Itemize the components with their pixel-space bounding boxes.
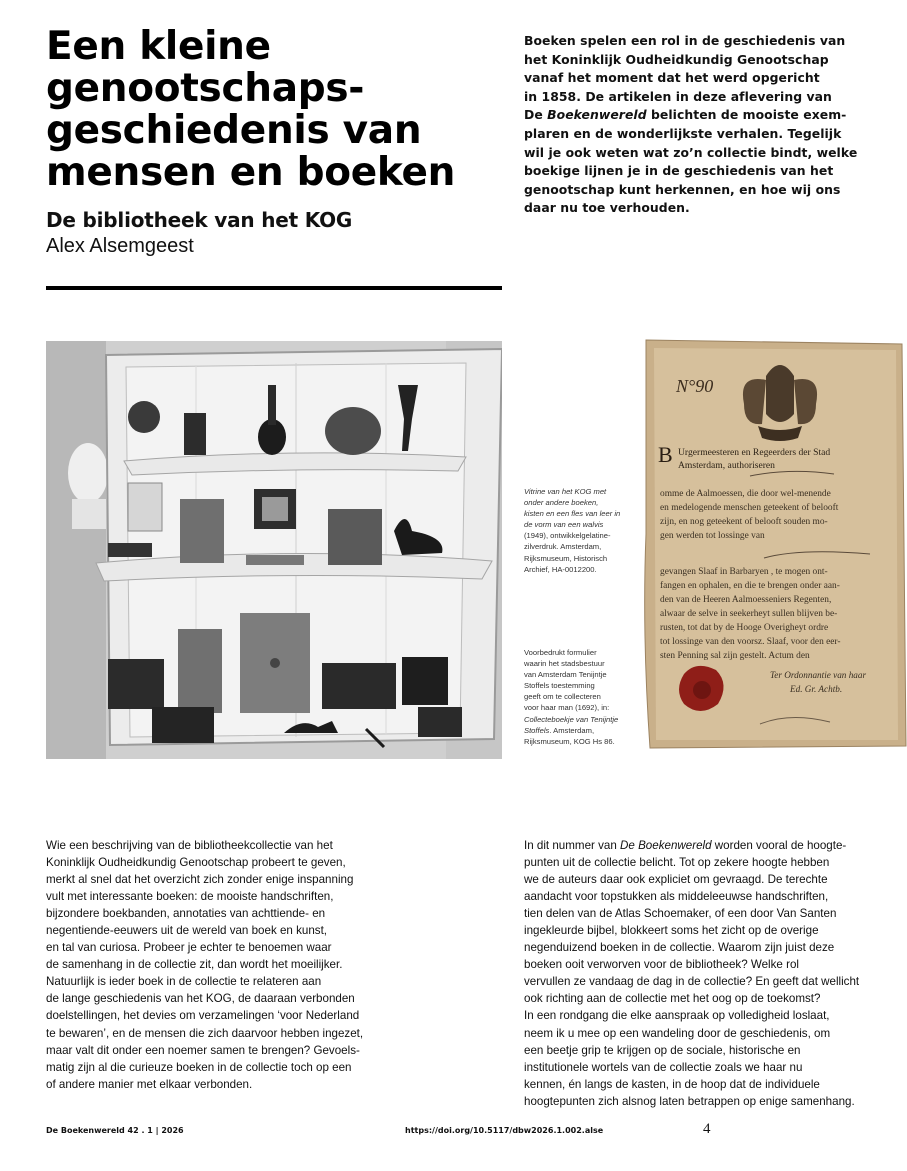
vitrine-photo (46, 341, 502, 759)
body-line: doelstellingen, het devies om verzamelingen ‘voor Nederland (46, 1009, 360, 1023)
vitrine-illustration (46, 341, 502, 759)
body-line: we de auteurs daar ook expliciet om gevraagd. De terechte (524, 873, 828, 887)
caption-line: kisten en een fles van leer in (524, 509, 621, 519)
caption-line: voor haar man (1692), in: (524, 703, 610, 713)
body-line: Natuurlijk is ieder boek in de collectie te relateren aan (46, 975, 322, 989)
body-line: te bewaren’, en de mensen die zich daarvoor hebben ingezet, (46, 1026, 364, 1040)
caption-line: Vitrine van het KOG met (524, 487, 607, 496)
article-title (46, 26, 516, 194)
body-line: bijzondere boekbanden, annotaties van achttiende- en (46, 907, 326, 921)
body-line: matig zijn al die curieuze boeken in de collectie toch op een (46, 1060, 352, 1074)
body-line: maar valt dit onder een noemer samen te brengen? Gevoels- (46, 1043, 360, 1057)
caption-line: geeft om te collecteren (524, 692, 601, 702)
body-line: aandacht voor topstukken als middeleeuwse handschriften, (524, 890, 829, 904)
body-line: een beetje grip te krijgen op de sociale, historische en (524, 1043, 801, 1057)
body-line: ook richting aan de collectie met het oog op de toekomst? (524, 992, 821, 1006)
doc-text: Ed. Gr. Achtb. (790, 684, 843, 694)
caption-line: Stoffels. Amsterdam, (524, 725, 595, 735)
doc-text: omme de Aalmoessen, die door wel-menende (660, 489, 831, 499)
title-line: geschiedenis van (46, 108, 422, 153)
doc-text: gevangen Slaaf in Barbaryen , te mogen ont- (660, 567, 828, 577)
article-author: Alex Alsemgeest (46, 235, 194, 257)
doc-text: en medelogende menschen geteekent of belooft (660, 503, 839, 513)
body-line: de lange geschiedenis van het KOG, de daaraan verbonden (46, 992, 355, 1006)
body-line: en tal van curiosa. Probeer je echter te benoemen waar (46, 941, 332, 955)
doc-text: B (658, 442, 673, 467)
doc-text: gen werden tot lossinge van (660, 531, 765, 541)
body-line: hoogtepunten zich alsnog laten betrappen op enige samenhang. (524, 1094, 855, 1108)
caption-line: de vorm van een walvis (524, 520, 604, 530)
caption-line: waarin het stadsbestuur (524, 659, 605, 669)
body-line: In dit nummer van De Boekenwereld worden vooral de hoogte- (524, 839, 847, 852)
intro-line: het Koninklijk Oudheidkundig Genootschap (524, 51, 829, 67)
body-line: kennen, én langs de kasten, in de hoop dat de individuele (524, 1077, 820, 1091)
caption-line: (1949), ontwikkelgelatine- (524, 531, 611, 541)
caption-line: Rijksmuseum, KOG Hs 86. (524, 736, 615, 746)
caption-line: Collecteboekje van Tenijntje (524, 714, 619, 724)
doc-text: den van de Heeren Aalmoesseniers Regenten, (660, 595, 832, 605)
intro-line: plaren en de wonderlijkste verhalen. Tegelijk (524, 125, 842, 141)
formulier-illustration (640, 334, 907, 752)
article-subtitle: De bibliotheek van het KOG (46, 208, 353, 232)
footer-doi-link[interactable]: https://doi.org/10.5117/dbw2026.1.002.alse (405, 1126, 604, 1135)
caption-line: van Amsterdam Tenijntje (524, 670, 607, 680)
body-line: Wie een beschrijving van de bibliotheekcollectie van het (46, 839, 333, 852)
intro-line: daar nu toe verhouden. (524, 200, 690, 216)
doc-text: fangen en ophalen, en die te brengen onder aan- (660, 581, 840, 591)
doc-text: alwaar de selve in seekerheyt sullen blijven be- (660, 609, 838, 619)
wax-seal-icon (679, 666, 724, 711)
caption-line: onder andere boeken, (524, 498, 599, 508)
caption-line: Stoffels toestemming (524, 681, 595, 691)
doc-text: Ter Ordonnantie van haar (770, 670, 867, 680)
caption-vitrine (524, 486, 629, 575)
title-line: genootschaps- (46, 66, 365, 111)
body-line: negenduizend boeken in de collectie. Waarom zijn juist deze (524, 941, 835, 955)
doc-text: Amsterdam, authoriseren (678, 460, 775, 471)
body-line: tien delen van de Atlas Schoemaker, of een door Van Santen (524, 907, 837, 921)
body-line: of andere manier met elkaar verbonden. (46, 1077, 253, 1091)
caption-line: Archief, HA-0012200. (524, 564, 597, 574)
intro-line: boekige lijnen je in de geschiedenis van het (524, 163, 834, 179)
body-line: Koninklijk Oudheidkundig Genootschap probeert te geven, (46, 856, 346, 870)
formulier-photo (640, 334, 907, 752)
body-line: de samenhang in de collectie zit, dan wordt het moeilijker. (46, 958, 343, 972)
doc-text: rusten, tot dat by de Hooge Overigheyt ordre (660, 623, 829, 633)
doc-number: N°90 (676, 376, 714, 396)
intro-paragraph (524, 32, 874, 218)
body-column-1 (46, 837, 396, 1093)
intro-line: vanaf het moment dat het werd opgericht (524, 70, 820, 86)
title-divider (46, 286, 502, 290)
body-line: In een rondgang die elke aanspraak op volledigheid loslaat, (524, 1009, 830, 1023)
intro-line: genootschap kunt herkennen, en hoe wij ons (524, 181, 841, 197)
caption-line: zilverdruk. Amsterdam, (524, 542, 602, 552)
body-line: boeken ooit verworven voor de bibliotheek? Welke rol (524, 958, 799, 972)
body-line: institutionele wortels van de collectie zoals we haar nu (524, 1060, 803, 1074)
page-number: 4 (703, 1121, 711, 1137)
doc-text: tot lossinge van den voorsz. Slaaf, voor den eer- (660, 637, 841, 647)
doc-text: sten Penning sal zijn gestelt. Actum den (660, 651, 810, 661)
body-line: ingekleurde bijbel, blokkeert soms het zicht op de overige (524, 924, 819, 938)
title-line: Een kleine (46, 24, 271, 69)
body-line: punten uit de collectie belicht. Tot op zekere hoogte hebben (524, 856, 830, 870)
intro-line: wil je ook weten wat zo’n collectie bindt, welke (524, 144, 858, 160)
intro-line: in 1858. De artikelen in deze aflevering van (524, 88, 832, 104)
body-line: vervullen ze vandaag de dag in de collectie? En geeft dat wellicht (524, 975, 860, 989)
intro-line: Boeken spelen een rol in de geschiedenis van (524, 33, 846, 48)
body-line: neem ik u mee op een wandeling door de geschiedenis, om (524, 1026, 831, 1040)
doc-text: Urgermeesteren en Regeerders der Stad (678, 447, 831, 458)
caption-line: Rijksmuseum, Historisch (524, 553, 608, 563)
doc-text: zijn, en nog geteekent of belooft souden mo- (660, 517, 828, 527)
body-column-2 (524, 837, 874, 1110)
footer-journal: De Boekenwereld 42 . 1 | 2026 (46, 1126, 184, 1135)
body-line: merkt al snel dat het overzicht zich zonder enige inspanning (46, 873, 354, 887)
body-line: vult met interessante boeken: de mooiste handschriften, (46, 890, 334, 904)
intro-line: De Boekenwereld belichten de mooiste exem- (524, 107, 847, 123)
caption-line: Voorbedrukt formulier (524, 648, 597, 657)
body-line: negentiende-eeuwers uit de wereld van boek en kunst, (46, 924, 328, 938)
caption-formulier (524, 647, 629, 747)
title-line: mensen en boeken (46, 150, 456, 195)
